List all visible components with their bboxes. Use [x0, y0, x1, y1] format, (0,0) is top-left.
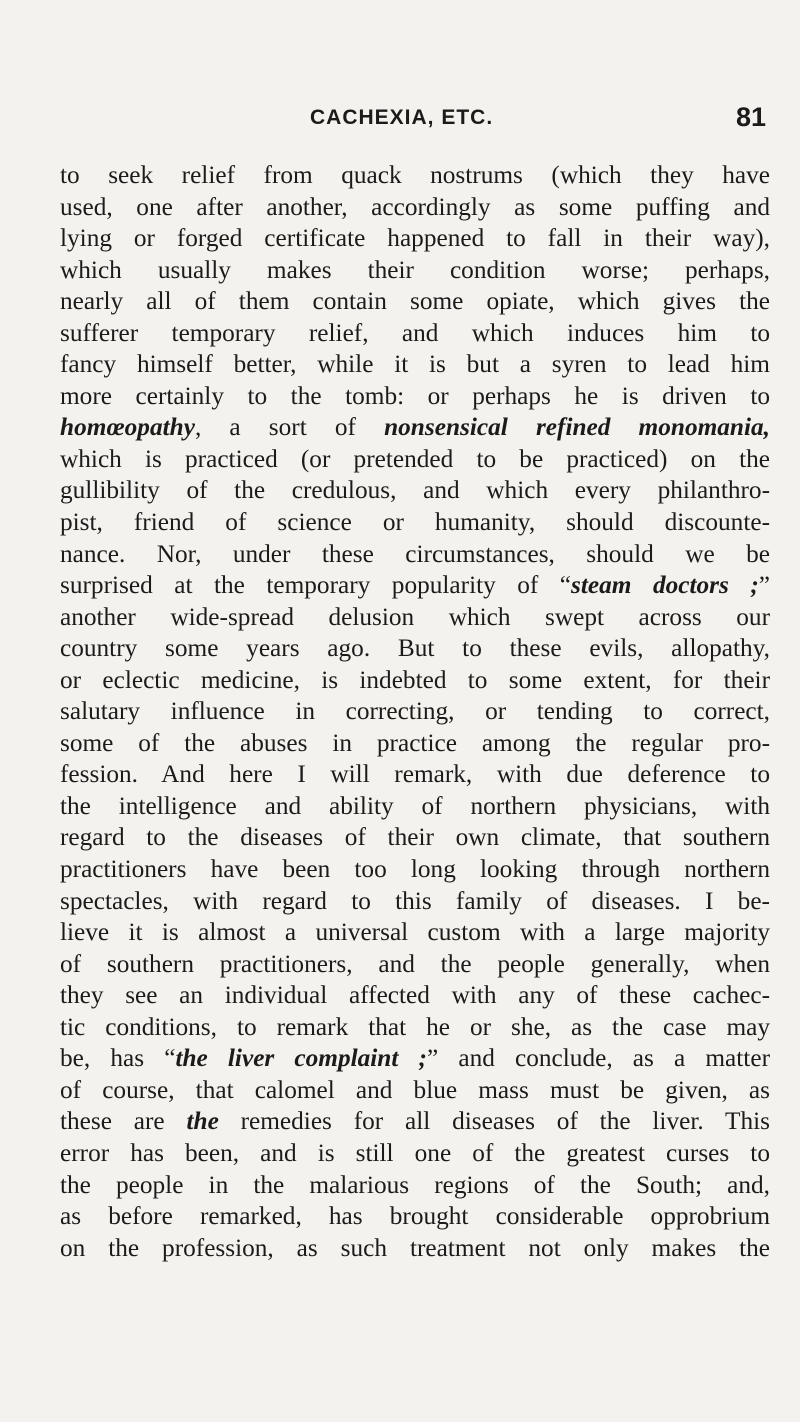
text-run: nance. Nor, under these circumstances, should we be	[60, 539, 770, 568]
text-run: sufferer temporary relief, and which induces him to	[60, 318, 770, 347]
text-line	[60, 192, 770, 224]
text-run: spectacles, with regard to this family of diseases. I be-	[60, 886, 770, 915]
page-number: 81	[735, 102, 766, 132]
emphasis-text: homœopathy	[60, 413, 195, 442]
text-run: more certainly to the tomb: or perhaps he is driven to	[60, 381, 770, 410]
text-line	[60, 286, 770, 318]
text-line	[60, 1201, 770, 1233]
emphasis-text: the liver complaint ;	[175, 1044, 427, 1073]
emphasis-text: the	[186, 1107, 219, 1136]
text-line	[60, 1170, 770, 1202]
text-line	[60, 444, 770, 476]
text-run: the people in the malarious regions of the South; and,	[60, 1170, 770, 1199]
text-line	[60, 696, 770, 728]
text-line	[60, 791, 770, 823]
text-line	[60, 1233, 770, 1265]
text-line	[60, 665, 770, 697]
emphasis-text: nonsensical refined monomania,	[384, 413, 770, 442]
text-line	[60, 381, 770, 413]
text-run: tic conditions, to remark that he or she, as the case may	[60, 1012, 770, 1041]
text-line	[60, 507, 770, 539]
text-line	[60, 886, 770, 918]
text-line	[60, 1106, 770, 1138]
text-line	[60, 570, 770, 602]
text-run: regard to the diseases of their own climate, that southern	[60, 823, 770, 852]
text-line	[60, 223, 770, 255]
text-run: , a sort of	[194, 413, 385, 442]
text-run: on the profession, as such treatment not only makes the	[60, 1233, 770, 1262]
text-run: some of the abuses in practice among the regular pro-	[60, 728, 770, 757]
text-run: another wide-spread delusion which swept across our	[60, 602, 770, 631]
text-line	[60, 854, 770, 886]
text-line	[60, 917, 770, 949]
text-run: fession. And here I will remark, with due deference to	[60, 760, 770, 789]
text-line	[60, 475, 770, 507]
text-run: these are	[60, 1107, 187, 1136]
text-run: the intelligence and ability of northern physicians, with	[60, 791, 770, 820]
text-run: which is practiced (or pretended to be practiced) on the	[60, 444, 770, 473]
text-run: ” and conclude, as a matter	[426, 1044, 770, 1073]
text-run: they see an individual affected with any of these cachec-	[60, 981, 770, 1010]
text-line	[60, 949, 770, 981]
text-line	[60, 759, 770, 791]
text-run: lying or forged certificate happened to fall in their way),	[60, 224, 770, 253]
text-line	[60, 539, 770, 571]
running-title: CACHEXIA, ETC.	[310, 106, 494, 129]
text-run: or eclectic medicine, is indebted to some extent, for their	[60, 665, 770, 694]
text-line	[60, 633, 770, 665]
text-run: pist, friend of science or humanity, should discounte-	[60, 508, 770, 537]
text-run: to seek relief from quack nostrums (which they have	[60, 161, 770, 189]
text-run: practitioners have been too long looking through northern	[60, 855, 770, 884]
text-line	[60, 255, 770, 287]
body-text	[60, 160, 770, 1264]
text-run: fancy himself better, while it is but a syren to lead him	[60, 350, 770, 379]
text-line	[60, 160, 770, 192]
text-run: gullibility of the credulous, and which every philanthro-	[60, 476, 770, 505]
text-line	[60, 412, 770, 444]
text-line	[60, 728, 770, 760]
text-run: which usually makes their condition worse; perhaps,	[60, 255, 770, 284]
text-run: be, has “	[60, 1044, 176, 1073]
text-line	[60, 602, 770, 634]
text-line	[60, 1012, 770, 1044]
text-run: ”	[758, 571, 770, 600]
text-line	[60, 822, 770, 854]
text-run: used, one after another, accordingly as some puffing and	[60, 192, 770, 221]
text-run: as before remarked, has brought considerable opprobrium	[60, 1202, 770, 1231]
text-run: country some years ago. But to these evils, allopathy,	[60, 634, 770, 663]
text-run: surprised at the temporary popularity of “	[60, 571, 572, 600]
text-line	[60, 980, 770, 1012]
text-run: salutary influence in correcting, or tending to correct,	[60, 697, 770, 726]
emphasis-text: steam doctors ;	[571, 571, 759, 600]
text-line	[60, 1075, 770, 1107]
running-head	[60, 100, 768, 140]
text-line	[60, 1043, 770, 1075]
text-run: nearly all of them contain some opiate, which gives the	[60, 287, 770, 316]
text-run: error has been, and is still one of the greatest curses to	[60, 1138, 770, 1167]
text-line	[60, 318, 770, 350]
text-run: of course, that calomel and blue mass must be given, as	[60, 1075, 770, 1104]
text-run: lieve it is almost a universal custom with a large majority	[60, 918, 770, 947]
text-line	[60, 349, 770, 381]
text-run: of southern practitioners, and the people generally, when	[60, 949, 770, 978]
text-run: remedies for all diseases of the liver. This	[218, 1107, 770, 1136]
text-line	[60, 1138, 770, 1170]
